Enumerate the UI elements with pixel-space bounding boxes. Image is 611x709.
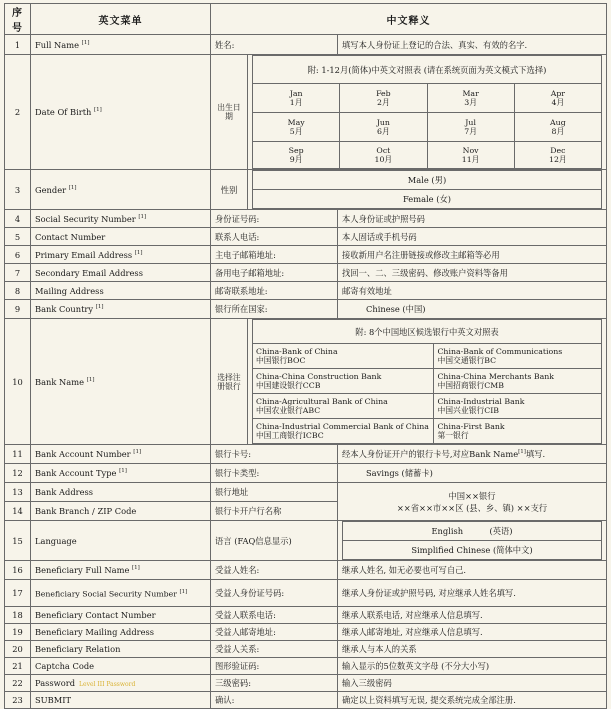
row-en: Primary Email Address [1]	[31, 246, 211, 264]
row-no: 17	[5, 580, 31, 607]
row-en: Bank Branch / ZIP Code	[31, 502, 211, 521]
table-row	[5, 35, 607, 55]
row-label: 受益人身份证号码:	[211, 580, 338, 607]
table-row	[5, 521, 607, 561]
language-cell	[338, 521, 607, 561]
row-no: 19	[5, 624, 31, 641]
row-desc: 继承人身份证或护照号码, 对应继承人姓名填写.	[338, 580, 607, 607]
table-row	[5, 282, 607, 300]
row-en: Password Level III Password	[31, 675, 211, 692]
row-en: Bank Account Type [1]	[31, 464, 211, 483]
bank-cell: China-Industrial Bank 中国兴业银行CIB	[434, 394, 602, 419]
row-no: 6	[5, 246, 31, 264]
row-en: Bank Name [1]	[31, 319, 211, 445]
row-label: 银行地址	[211, 483, 338, 502]
month-cell: Nov 11月	[427, 142, 514, 169]
month-cell: Jun 6月	[340, 113, 427, 142]
row-no: 16	[5, 561, 31, 580]
row-desc: 找回一、二、三级密码、修改账户资料等备用	[338, 264, 607, 282]
language-en: English (英语)	[343, 522, 602, 541]
table-row	[5, 210, 607, 228]
table-row	[5, 445, 607, 464]
row-desc: 继承人与本人的关系	[338, 641, 607, 658]
months-table-cell	[248, 55, 607, 170]
row-label: 银行卡开户行名称	[211, 502, 338, 521]
table-row	[5, 607, 607, 624]
row-desc: 经本人身份证开户的银行卡号,对应Bank Name[1]填写.	[338, 445, 607, 464]
row-label: 受益人关系:	[211, 641, 338, 658]
row-desc: 输入三级密码	[338, 675, 607, 692]
row-no: 7	[5, 264, 31, 282]
row-label: 受益人联系电话:	[211, 607, 338, 624]
month-cell: Jan 1月	[253, 84, 340, 113]
password-hint: Level III Password	[79, 681, 136, 688]
table-header	[5, 4, 607, 35]
months-title: 附: 1-12月(简体)中英文对照表 (请在系统页面为英文模式下选择)	[253, 56, 602, 84]
row-en: Beneficiary Social Security Number [1]	[31, 580, 211, 607]
header-cn: 中文释义	[211, 4, 607, 35]
table-row	[5, 246, 607, 264]
months-table	[252, 55, 602, 169]
row-en: Full Name [1]	[31, 35, 211, 55]
row-no: 8	[5, 282, 31, 300]
month-cell: Feb 2月	[340, 84, 427, 113]
row-desc: 继承人联系电话, 对应继承人信息填写.	[338, 607, 607, 624]
gender-cell	[248, 170, 607, 210]
table-row	[5, 464, 607, 483]
row-en: Beneficiary Relation	[31, 641, 211, 658]
row-en: Date Of Birth [1]	[31, 55, 211, 170]
table-row	[5, 264, 607, 282]
row-label: 受益人邮寄地址:	[211, 624, 338, 641]
row-label: 银行卡类型:	[211, 464, 338, 483]
row-desc: 输入显示的5位数英文字母 (不分大小写)	[338, 658, 607, 675]
row-desc: Chinese (中国)	[338, 300, 607, 319]
bank-cell: China-China Merchants Bank 中国招商银行CMB	[434, 369, 602, 394]
table-row	[5, 658, 607, 675]
row-label: 受益人姓名:	[211, 561, 338, 580]
row-desc: Savings (储蓄卡)	[338, 464, 607, 483]
row-label: 邮寄联系地址:	[211, 282, 338, 300]
month-cell: Apr 4月	[514, 84, 601, 113]
month-cell: Dec 12月	[514, 142, 601, 169]
row-label: 出生日期	[211, 55, 248, 170]
header-en: 英文菜单	[31, 4, 211, 35]
row-no: 18	[5, 607, 31, 624]
bank-address-desc: 中国××银行 ××省××市××区 (县、乡、镇) ××支行	[338, 483, 607, 521]
bank-cell: China-China Construction Bank 中国建设银行CCB	[253, 369, 434, 394]
row-label: 银行所在国家:	[211, 300, 338, 319]
gender-female: Female (女)	[253, 190, 602, 209]
table-row	[5, 624, 607, 641]
row-desc: 本人身份证或护照号码	[338, 210, 607, 228]
bank-cell: China-Bank of Communications 中国交通银行BC	[434, 344, 602, 369]
row-en: Contact Number	[31, 228, 211, 246]
banks-title: 附: 8个中国地区候选银行中英文对照表	[253, 320, 602, 344]
table-row	[5, 300, 607, 319]
registration-field-table	[4, 3, 607, 709]
row-no: 22	[5, 675, 31, 692]
row-label: 联系人电话:	[211, 228, 338, 246]
row-label: 姓名:	[211, 35, 338, 55]
table-row	[5, 641, 607, 658]
row-desc: 本人固话或手机号码	[338, 228, 607, 246]
row-no: 3	[5, 170, 31, 210]
row-label: 语言 (FAQ信息显示)	[211, 521, 338, 561]
table-row	[5, 561, 607, 580]
row-label: 银行卡号:	[211, 445, 338, 464]
month-cell: Jul 7月	[427, 113, 514, 142]
bank-cell: China-Agricultural Bank of China 中国农业银行ABC	[253, 394, 434, 419]
row-no: 12	[5, 464, 31, 483]
row-no: 2	[5, 55, 31, 170]
month-cell: Oct 10月	[340, 142, 427, 169]
month-cell: May 5月	[253, 113, 340, 142]
row-no: 20	[5, 641, 31, 658]
banks-table	[252, 319, 602, 444]
row-desc: 邮寄有效地址	[338, 282, 607, 300]
row-en: Beneficiary Mailing Address	[31, 624, 211, 641]
row-no: 1	[5, 35, 31, 55]
gender-male: Male (男)	[253, 171, 602, 190]
language-cn: Simplified Chinese (简体中文)	[343, 541, 602, 560]
banks-table-cell	[248, 319, 607, 445]
row-en: Bank Country [1]	[31, 300, 211, 319]
row-en: Social Security Number [1]	[31, 210, 211, 228]
row-en: SUBMIT	[31, 692, 211, 709]
row-en: Gender [1]	[31, 170, 211, 210]
row-en: Bank Address	[31, 483, 211, 502]
row-no: 9	[5, 300, 31, 319]
row-label: 选择注册银行	[211, 319, 248, 445]
table-row	[5, 580, 607, 607]
row-no: 23	[5, 692, 31, 709]
row-en: Beneficiary Contact Number	[31, 607, 211, 624]
row-en: Bank Account Number [1]	[31, 445, 211, 464]
table-row	[5, 675, 607, 692]
row-desc: 确定以上资料填写无误, 提交系统完成全部注册.	[338, 692, 607, 709]
row-desc: 继承人姓名, 如无必要也可写自己.	[338, 561, 607, 580]
row-no: 11	[5, 445, 31, 464]
row-no: 21	[5, 658, 31, 675]
row-en: Secondary Email Address	[31, 264, 211, 282]
row-label: 三级密码:	[211, 675, 338, 692]
bank-cell: China-First Bank 第一银行	[434, 419, 602, 444]
bank-cell: China-Industrial Commercial Bank of China 中国工商银行ICBC	[253, 419, 434, 444]
row-label: 性别	[211, 170, 248, 210]
row-desc: 接收新用户名注册链接或修改主邮箱等必用	[338, 246, 607, 264]
row-en: Captcha Code	[31, 658, 211, 675]
row-label: 主电子邮箱地址:	[211, 246, 338, 264]
row-no: 4	[5, 210, 31, 228]
bank-cell: China-Bank of China 中国银行BOC	[253, 344, 434, 369]
month-cell: Sep 9月	[253, 142, 340, 169]
row-desc: 继承人邮寄地址, 对应继承人信息填写.	[338, 624, 607, 641]
row-no: 10	[5, 319, 31, 445]
row-label: 身份证号码:	[211, 210, 338, 228]
table-row	[5, 170, 607, 210]
row-label: 图形验证码:	[211, 658, 338, 675]
row-label: 备用电子邮箱地址:	[211, 264, 338, 282]
row-en: Mailing Address	[31, 282, 211, 300]
row-en: Beneficiary Full Name [1]	[31, 561, 211, 580]
table-row	[5, 319, 607, 445]
table-row	[5, 483, 607, 502]
row-no: 5	[5, 228, 31, 246]
header-no: 序号	[5, 4, 31, 35]
table-row	[5, 228, 607, 246]
month-cell: Aug 8月	[514, 113, 601, 142]
row-en: Language	[31, 521, 211, 561]
row-no: 15	[5, 521, 31, 561]
month-cell: Mar 3月	[427, 84, 514, 113]
row-no: 13	[5, 483, 31, 502]
table-row	[5, 55, 607, 170]
row-no: 14	[5, 502, 31, 521]
table-row	[5, 692, 607, 709]
row-desc: 填写本人身份证上登记的合法、真实、有效的名字.	[338, 35, 607, 55]
row-label: 确认:	[211, 692, 338, 709]
